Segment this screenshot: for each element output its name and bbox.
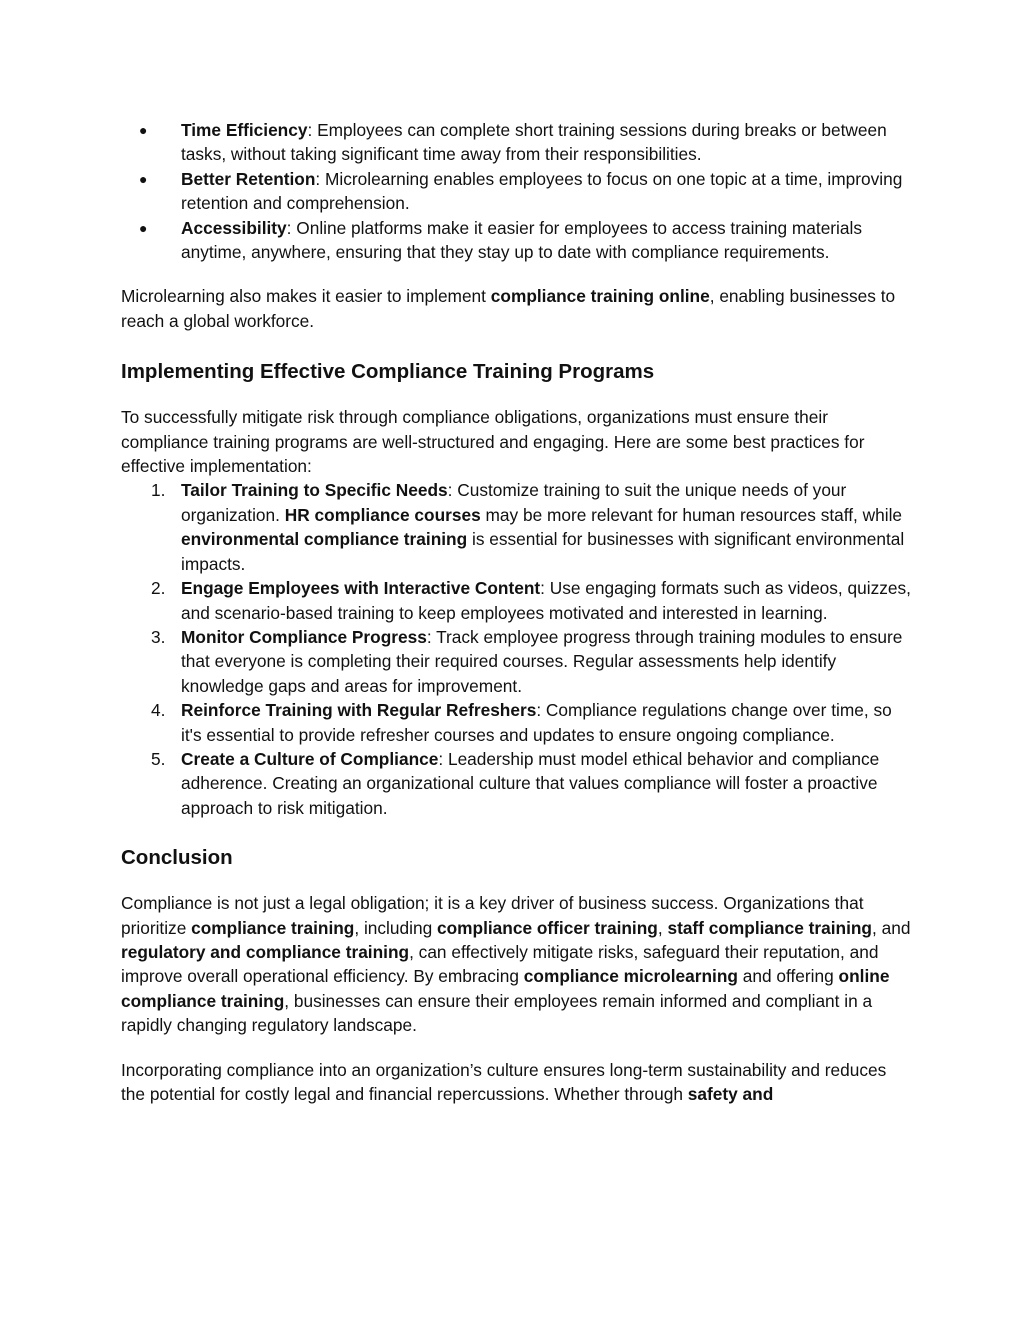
- step-term: Monitor Compliance Progress: [181, 626, 427, 647]
- text-run: , businesses can ensure their employees remain informed and compliant in a rapidly changing regulatory landscape.: [121, 990, 873, 1036]
- list-item: [121, 698, 911, 747]
- step-term: Engage Employees with Interactive Content: [181, 578, 541, 599]
- text-run: : Compliance regulations change over time, so it's essential to provide refresher courses and updates to ensure ongoing compliance.: [181, 700, 892, 745]
- list-item: [121, 576, 911, 625]
- microlearning-paragraph: [121, 284, 911, 333]
- text-run: may be more relevant for human resources staff, while: [480, 504, 903, 525]
- text-run: : Use engaging formats such as videos, quizzes, and scenario-based training to keep employees motivated and interested in learning.: [181, 578, 911, 623]
- text-run: , enabling businesses to reach a global workforce.: [121, 286, 896, 331]
- bullet-term: Better Retention: [181, 168, 316, 189]
- text-run: Compliance is not just a legal obligation; it is a key driver of business success. Organizations that prioritize: [121, 893, 864, 938]
- text-run: Microlearning also makes it easier to implement: [121, 286, 491, 307]
- bold-run: online compliance training: [121, 966, 890, 1011]
- list-number: 2.: [151, 578, 166, 599]
- text-run: , and: [872, 917, 911, 938]
- bold-run: safety and: [687, 1084, 774, 1104]
- implementing-intro: To successfully mitigate risk through compliance obligations, organizations must ensure their compliance training programs are well-structured and engaging. Here are some best practices for effective implementation:: [121, 407, 865, 477]
- incorporating-paragraph: [121, 1058, 911, 1107]
- list-number: 3.: [151, 626, 166, 647]
- bullet-text: : Microlearning enables employees to focus on one topic at a time, improving retention and comprehension.: [181, 168, 903, 214]
- list-item: [121, 216, 911, 265]
- conclusion-paragraph: [121, 891, 911, 1037]
- list-number: 5.: [151, 748, 166, 769]
- text-run: , including: [354, 917, 437, 938]
- step-term: Reinforce Training with Regular Refreshers: [181, 700, 537, 721]
- best-practices-list: [121, 478, 911, 820]
- bold-run: staff compliance training: [667, 917, 872, 938]
- bullet-term: Time Efficiency: [181, 120, 308, 140]
- section-heading-conclusion: Conclusion: [121, 846, 233, 870]
- text-run: is essential for businesses with significant environmental impacts.: [181, 529, 905, 574]
- step-term: Tailor Training to Specific Needs: [181, 480, 448, 501]
- step-term: Create a Culture of Compliance: [181, 748, 439, 769]
- text-run: ,: [657, 917, 668, 938]
- list-item: [121, 747, 911, 820]
- bold-run: compliance training: [191, 917, 355, 938]
- bold-run: compliance training online: [490, 286, 710, 307]
- text-run: : Customize training to suit the unique needs of your organization.: [181, 480, 847, 525]
- benefits-list: [121, 118, 911, 264]
- bold-run: regulatory and compliance training: [121, 941, 410, 962]
- bullet-icon: ●: [139, 170, 148, 187]
- bullet-term: Accessibility: [181, 217, 287, 238]
- bullet-icon: ●: [139, 219, 148, 236]
- section-heading-implementing: Implementing Effective Compliance Training Programs: [121, 360, 655, 384]
- bullet-text: : Online platforms make it easier for employees to access training materials anytime, anywhere, ensuring that they stay up to date with compliance requirements.: [181, 217, 862, 263]
- list-item: [121, 625, 911, 698]
- list-item: [121, 478, 911, 576]
- list-item: [121, 167, 911, 216]
- bold-run: compliance microlearning: [523, 966, 738, 987]
- document-page: [121, 118, 911, 1106]
- text-run: : Track employee progress through training modules to ensure that everyone is completing their required courses. Regular assessments help identify knowledge gaps and areas for improvement.: [181, 626, 903, 696]
- bold-run: environmental compliance training: [181, 529, 468, 550]
- text-run: , can effectively mitigate risks, safeguard their reputation, and improve overall operational efficiency. By embracing: [121, 941, 879, 987]
- list-item: [121, 118, 911, 167]
- list-number: 4.: [151, 700, 166, 721]
- text-run: : Leadership must model ethical behavior and compliance adherence. Creating an organizational culture that values compliance will foster a proactive approach to risk mitigation.: [181, 748, 880, 818]
- bullet-icon: ●: [139, 122, 148, 138]
- list-number: 1.: [151, 480, 166, 501]
- bullet-text: : Employees can complete short training sessions during breaks or between tasks, without taking significant time away from their responsibilities.: [181, 120, 887, 165]
- bold-run: HR compliance courses: [284, 504, 481, 525]
- bold-run: compliance officer training: [436, 917, 658, 938]
- text-run: Incorporating compliance into an organization’s culture ensures long-term sustainability and reduces the potential for costly legal and financial repercussions. Whether through: [121, 1059, 887, 1104]
- text-run: and offering: [737, 966, 839, 987]
